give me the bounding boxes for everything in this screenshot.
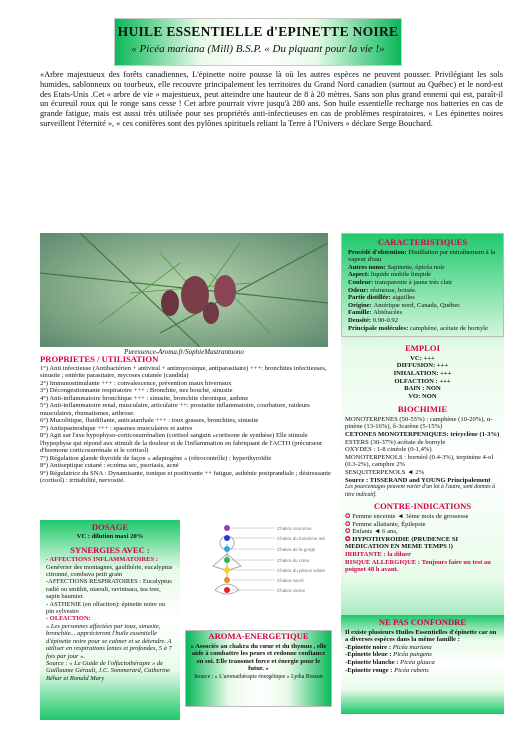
characteristic-row: Couleur: transparente à jaune très clair: [348, 278, 453, 286]
chakra-label: Chakra du plexus solaire: [277, 568, 325, 573]
synergy-heading: - AFFECTIONS INFLAMMATOIRES :: [46, 556, 158, 564]
confusion-intro: Il existe plusieurs Huiles Essentielles d'épinette car on a diverses espèces dans la même famille :: [345, 628, 497, 644]
intro-paragraph: «Arbre majestueux des forêts canadiennes, L'épinette noire pousse là où les autres espèces ne peuvent pousser. Privilégiant les sols humides, sablonneux ou tourbeux, elle recouvre principalement les territoires du Grand Nord canadien (surtout au Québec) et le nord-est des Etats-Unis .Cet « arbre de vie » majestueux, peut atteindre une hauteur de 8 à 20 mètres. Sans son plus grand ennemi qui est, paraît-il un écureuil roux qui le ronge sans cesse ! Cet arbre pourrait vivre jusqu'à 280 ans. Son huile essentielle recharge nos batteries en cas de grande fatigue, mais est aussi très utilisée pour ses propriétés anti-infectieuses en cas de problèmes respiratoires. « Les épinettes noires surveillent l'éternité », « ces conifères sont des pylônes spirituels reliant la Terre à l'Univers » déclare Serge Bouchard.: [40, 70, 503, 128]
confusion-item: -Epinette bleue : Picéa pungens: [345, 651, 432, 659]
usage-item: VC: +++: [410, 354, 435, 362]
usage-title: EMPLOI: [405, 343, 440, 354]
synergy-heading: - OLFACTION:: [46, 615, 91, 623]
dosage-line: VC : dilution maxi 20%: [76, 533, 144, 541]
confusion-title: NE PAS CONFONDRE: [378, 617, 467, 627]
dosage-box: [40, 520, 180, 720]
confusion-item: -Epinette blanche : Picéa glauca: [345, 658, 435, 666]
property-item: 8°) Agit sur l'axe hypophyso-corticosurrénalien (cortisol sanguin «cortisone de synthèse) Elle stimule l'hypophyse qui répond aux stimuli de la douleur et de l'inflammation en fabriquant de l'ACTH (précurseur d'hormone corticosurrénale et le cortisol): [40, 432, 323, 454]
synergies-title: SYNERGIES AVEC :: [70, 544, 150, 555]
contraindication-item: ✪ HYPOTHYROIDIE (PRUDENCE SI MEDICATION EN MEME TEMPS !): [345, 535, 459, 551]
aroma-title: AROMA-ENERGETIQUE: [208, 631, 309, 641]
contraindications-title: CONTRE-INDICATIONS: [373, 501, 472, 512]
chakra-label: Chakra du troisième oeil: [277, 536, 325, 541]
characteristic-row: Origine: Amérique nord, Canada, Québec: [348, 301, 461, 309]
biochem-source: Source : TISSERAND and YOUNG Principalement: [345, 476, 491, 484]
spruce-photo: [40, 233, 328, 347]
chakra-diagram: [205, 518, 325, 623]
property-item: 9°) Régulatrice du SNA : Dynamisante, tonique et positivante ++ fatigue, asthénie postprandiale ; déstressante (cortisol) : irritabilité, nervosité.: [40, 469, 331, 484]
property-item: 1°) Anti infectieuse (Antibactérien + antiviral + antimycosique, antiparasitaire) +++: bronchites infectieuses, sinusite ; entérite parasitaire, mycoses cutanée (candida): [40, 364, 327, 379]
biochem-item: CETONES MONOTERPENIQUES: tricyclène (1-3%): [345, 431, 500, 439]
contraindications-box: [341, 503, 504, 573]
synergy-source: Source : « Le Guide de l'olfactothérapie » de Guillaume Gérault, J.C. Sommerard, Catherine Béhar et Ronald Mary: [46, 659, 170, 682]
biochem-item: SESQUITERPENOLS ◄ 2%: [345, 469, 425, 477]
confusion-box: [341, 615, 504, 714]
confusion-item: -Epinette noire : Picéa mariana: [345, 643, 432, 651]
page-subtitle: « Picéa mariana (Mill) B.S.P. « Du piquant pour la vie !»: [131, 43, 385, 55]
characteristic-row: Aspect: liquide mobile limpide: [348, 271, 431, 279]
characteristic-row: Procédé d'obtention: Distillation par entraînement à la vapeur d'eau: [348, 248, 496, 264]
usage-item: VO: NON: [408, 392, 437, 400]
biochem-item: OXYDES : 1-8 cinéole (0-1,4%): [345, 446, 432, 454]
page-title: HUILE ESSENTIELLE d'EPINETTE NOIRE: [117, 24, 399, 39]
usage-item: OLFACTION : +++: [394, 377, 451, 385]
chakra-label: Chakra couronne: [277, 526, 312, 531]
photo-caption: Puressence-Aroma.fr/SophieMastrantuono: [124, 348, 244, 356]
properties-title: PROPRIETES / UTILISATION: [40, 354, 159, 364]
property-item: 5°) Anti-inflammatoire renal, musculaire, articulaire ++: prostatite inflammatoire, courbature, raideurs musculaires, rhumatismes, arthrose.: [40, 402, 310, 417]
characteristics-box: [341, 233, 504, 337]
biochemistry-box: [341, 406, 504, 499]
dosage-title: DOSAGE: [91, 522, 129, 532]
usage-item: DIFFUSION: +++: [396, 362, 449, 370]
aroma-source: Source : « L'aromathérapie énergétique » Lydia Bosson: [194, 673, 323, 680]
property-item: 2°) Immunostimulante +++ : convalescence, prévention maux hivernaux: [40, 379, 232, 387]
property-item: 6°) Mucolitique, fluidifiante, anticatarrhale +++ : toux grasses, bronchites, sinusite: [40, 417, 259, 424]
spruce-cone-illustration: [40, 233, 328, 347]
warning-icon: ✪: [345, 513, 353, 520]
aroma-text: « Associée au chakra du cœur et du thymus , elle aide à combattre les peurs et redonne confiance en soi. Elle transmet force et énergie pour le futur. »: [190, 642, 327, 672]
properties-section: [40, 356, 333, 485]
biochem-item: ESTERS (30-37%) acétate de bornyle: [345, 438, 446, 446]
usage-item: INHALATION: +++: [393, 369, 452, 377]
characteristic-row: Principale molécules: camphène, acétate de bornyle: [348, 324, 488, 332]
usage-item: BAIN : NON: [404, 385, 441, 393]
meditating-figure-illustration: [205, 518, 325, 623]
characteristic-row: Autres noms: Sapinette, épicéa noir: [348, 263, 445, 271]
contraindication-item: RISQUE ALLERGIQUE : Toujours faire un test au poignet 48 h avant.: [345, 558, 491, 574]
biochem-note: Les pourcentages peuvent varier d'un lot à l'autre, sont donnés à titre indicatif.: [345, 484, 496, 498]
characteristics-title: CARACTERISTIQUES: [377, 237, 468, 247]
synergy-quote: « Les personnes affectées par toux, sinusite, bronchite... apprécieront l'huile essentielle d'épinette noire pour se calmer et se détendre. A utiliser en respirations lentes et profondes, 5 à 7 fois par jour ».: [46, 622, 172, 660]
property-item: 4°) Anti-inflammatoire bronchique +++ : sinusite, bronchite chronique, asthme: [40, 394, 249, 402]
warning-icon: ✪: [345, 520, 353, 528]
property-item: 7°) Antispasmodique +++ : spasmes musculaires et autres: [40, 424, 193, 432]
biochem-item: MONOTERPENOLS : bornéol (0.4-3%), terpinène 4-ol (0.3-2%), camphre 2%: [345, 453, 494, 469]
synergy-text: -AFFECTIONS RESPIRATOIRES : Eucalyptus radié ou smithii, niaouli, ravintsara, tea tree, sapin baumier.: [46, 578, 172, 601]
chakra-label: Chakra de la gorge: [277, 547, 316, 552]
chakra-label: Chakra du cœur: [277, 558, 310, 563]
contraindication-item: ✪ Femme allaitante, Épilepsie: [345, 520, 426, 528]
contraindication-item: IRRITANTE : la diluer: [345, 550, 412, 558]
synergy-text: - ASTHENIE (en olfaction): épinette noire ou pin sylvestre: [46, 600, 166, 616]
warning-icon: ✪: [345, 535, 353, 543]
title-banner: [114, 18, 402, 66]
warning-icon: ✪: [345, 528, 353, 536]
aroma-energetic-box: [185, 630, 332, 707]
contraindication-item: ✪ Femme enceinte ◄ 3ème mois de grossesse: [345, 513, 469, 520]
chakra-label: Chakra sacré: [277, 578, 304, 583]
chakra-label: Chakra racine: [277, 588, 306, 593]
characteristic-row: Partie distillée: aiguilles: [348, 294, 415, 302]
biochem-item: MONOTERPENES (50-55%) : camphène (10-20%), α-pinène (13-16%), δ-3carène (5-15%): [345, 415, 493, 431]
usage-box: [341, 345, 504, 400]
confusion-item: -Epinette rouge : Picéa rubens: [345, 666, 429, 674]
property-item: 3°) Décongestionnante respiratoire +++ : Bronchite, nez bouché, sinusite: [40, 387, 233, 394]
characteristic-row: Densité: 0.90-0.92: [348, 316, 399, 324]
property-item: 8°) Antiseptique cutané : eczéma sec, psoriasis, acné: [40, 462, 179, 469]
characteristic-row: Famille: Abiétacées: [348, 309, 403, 317]
biochemistry-title: BIOCHIMIE: [397, 404, 448, 415]
synergy-text: Genévrier des montagnes, gaulthérie, eucalyptus citronné, combava petit grain: [46, 563, 173, 579]
property-item: 7°) Régulation glande thyroïde de façon « adaptogène » (rétrocontrôle) : hyperthyroïdie: [40, 454, 272, 462]
characteristic-row: Odeur: résineuse, boisée.: [348, 286, 417, 294]
contraindication-item: ✪ Enfants ◄ 6 ans,: [345, 528, 398, 536]
